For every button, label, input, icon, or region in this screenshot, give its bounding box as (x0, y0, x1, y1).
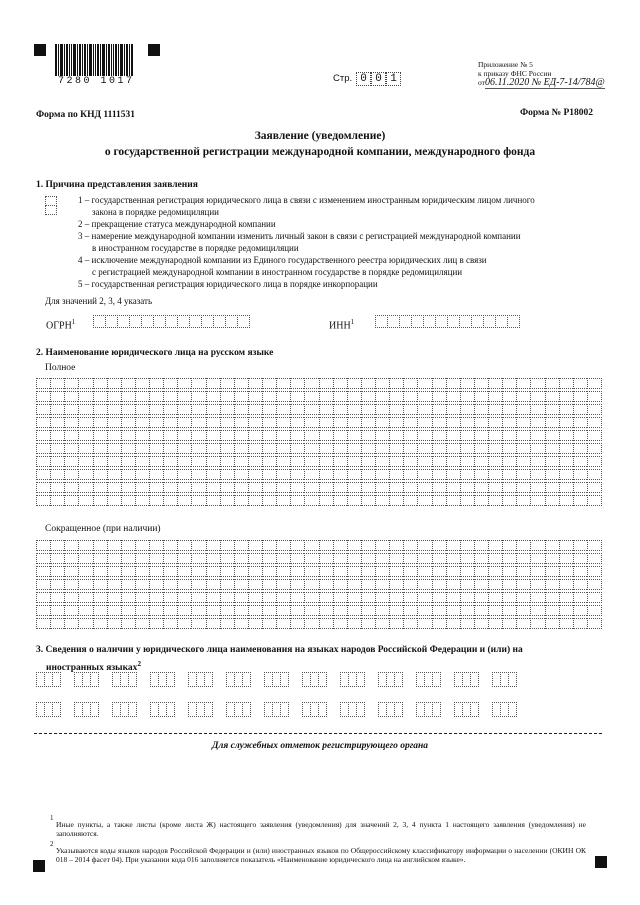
corner-marker-top-left (34, 44, 46, 56)
reason-item-4-cont: с регистрацией международной компании в иностранном государстве в порядке редомициляции (92, 267, 463, 277)
footnote-2 (50, 840, 586, 864)
grid-row[interactable] (36, 553, 602, 564)
appendix-line (478, 78, 628, 87)
barcode-number: 7280 1017 (58, 76, 135, 87)
reason-item-3-cont: в иностранном государстве в порядке редомициляции (92, 243, 299, 253)
separator-dashed (34, 733, 602, 734)
footnote-2-mark: 2 (50, 840, 54, 848)
corner-marker-bottom-right (595, 856, 607, 868)
grid-row[interactable] (36, 443, 602, 454)
reason-item-1: 1 – государственная регистрация юридического лица в связи с изменением иностранным юридическим лицом личного (78, 195, 535, 205)
page-number-boxes (356, 72, 401, 86)
grid-row[interactable] (36, 540, 602, 551)
knd-code: Форма по КНД 1111531 (36, 110, 136, 120)
page-digit[interactable]: 0 (356, 72, 371, 86)
ogrn-label-text: ОГРН (46, 320, 72, 332)
document-title-line2: о государственной регистрации международной компании, международного фонда (104, 146, 536, 158)
footnote-1-text: Иные пункты, а также листы (кроме листа Ж) настоящего заявления (уведомления) для значений 2, 3, 4 пункта 1 настоящего заявления (уведомления) не заполняются. (56, 820, 586, 838)
page-digit[interactable]: 0 (371, 72, 386, 86)
inn-input[interactable] (375, 315, 519, 328)
section3-heading (36, 643, 602, 675)
section1-heading: 1. Причина представления заявления (36, 180, 198, 190)
grid-row[interactable] (36, 378, 602, 389)
footnote-mark: 1 (71, 318, 76, 326)
section3-heading-line1: 3. Сведения о наличии у юридического лица наименования на языках народов Российской Федерации и (или) на (36, 645, 523, 655)
document-title-line1: Заявление (уведомление) (254, 130, 386, 142)
grid-row[interactable] (36, 456, 602, 467)
reason-item-2: 2 – прекращение статуса международной компании (78, 219, 276, 229)
appendix-note (478, 60, 628, 87)
ogrn-input[interactable] (93, 315, 249, 328)
footnote-1 (50, 814, 586, 838)
reason-code-box[interactable] (45, 196, 57, 216)
grid-row[interactable] (36, 618, 602, 629)
grid-row[interactable] (36, 391, 602, 402)
appendix-line: к приказу ФНС России (478, 69, 552, 78)
grid-row[interactable] (36, 592, 602, 603)
ogrn-label (46, 318, 75, 331)
language-codes-row-2[interactable] (36, 702, 530, 717)
reason-item-1-cont: закона в порядке редомициляции (92, 207, 219, 217)
grid-row[interactable] (36, 482, 602, 493)
appendix-line: Приложение № 5 (478, 60, 533, 69)
grid-row[interactable] (36, 579, 602, 590)
reason-item-5: 5 – государственная регистрация юридического лица в порядке инкорпорации (78, 279, 378, 289)
grid-row[interactable] (36, 404, 602, 415)
reason-item-3: 3 – намерение международной компании изменить личный закон в связи с регистрацией международной компании (78, 231, 521, 241)
official-use-label: Для служебных отметок регистрирующего органа (212, 741, 428, 751)
grid-row[interactable] (36, 566, 602, 577)
handwritten-order-number: 06.11.2020 № ЕД-7-14/784@ (484, 77, 605, 88)
footnote-mark: 2 (137, 660, 141, 668)
section2-heading: 2. Наименование юридического лица на русском языке (36, 348, 274, 358)
corner-marker-bottom-left (33, 860, 45, 872)
footnote-mark: 1 (350, 318, 355, 326)
section3-heading-line2: иностранных языках$^2$ (46, 660, 141, 674)
form-number: Форма № Р18002 (520, 108, 594, 118)
short-name-label: Сокращенное (при наличии) (45, 524, 161, 534)
grid-row[interactable] (36, 417, 602, 428)
full-name-label: Полное (45, 363, 76, 373)
appendix-prefix: от (478, 78, 485, 87)
grid-row[interactable] (36, 469, 602, 480)
barcode (55, 44, 139, 76)
inn-label-text: ИНН (329, 320, 351, 332)
grid-row[interactable] (36, 430, 602, 441)
footnote-2-text: Указываются коды языков народов Российской Федерации и (или) иностранных языков по Общероссийскому классификатору информации о населении (ОКИН ОК 018 – 2014 фасет 04). При указании кода 016 заполняется показатель «Наименование юридического лица на английском языке». (56, 846, 586, 864)
inn-label (329, 318, 354, 331)
footnote-1-mark: 1 (50, 814, 54, 822)
corner-marker-top-right (148, 44, 160, 56)
page-label: Стр. (333, 73, 353, 84)
note-for-values: Для значений 2, 3, 4 указать (45, 296, 153, 306)
language-codes-row-1[interactable] (36, 672, 530, 687)
grid-row[interactable] (36, 495, 602, 506)
page-digit[interactable]: 1 (386, 72, 401, 86)
reason-item-4: 4 – исключение международной компании из Единого государственного реестра юридических лиц в связи (78, 255, 487, 265)
grid-row[interactable] (36, 605, 602, 616)
